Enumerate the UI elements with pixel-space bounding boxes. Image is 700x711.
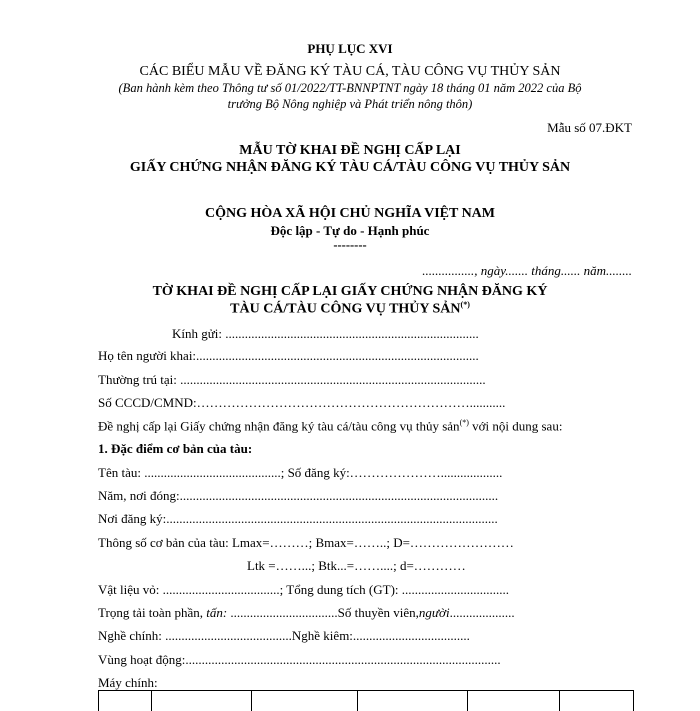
- residence-field[interactable]: Thường trú tại: ..............................................................................................: [98, 372, 486, 387]
- table-column-divider: [559, 691, 560, 711]
- table-column-divider: [151, 691, 152, 711]
- date-line: ................, ngày....... tháng...... năm........: [422, 263, 632, 278]
- table-column-divider: [357, 691, 358, 711]
- form-code: Mẫu số 07.ĐKT: [547, 120, 632, 135]
- dimensions-field-1[interactable]: Thông số cơ bản của tàu: Lmax=………; Bmax=……..; D=……………………: [98, 535, 514, 550]
- issuance-note-line2: trưởng Bộ Nông nghiệp và Phát triển nông thôn): [227, 97, 473, 111]
- section1-heading: 1. Đặc điểm cơ bản của tàu:: [98, 441, 253, 456]
- recipient-field[interactable]: Kính gửi: ..............................................................................: [172, 326, 479, 341]
- declarant-name-field[interactable]: Họ tên người khai:.......................................................................................: [98, 348, 479, 363]
- country-name: CỘNG HÒA XÃ HỘI CHỦ NGHĨA VIỆT NAM: [204, 206, 495, 221]
- form-title-line1: MẪU TỜ KHAI ĐỀ NGHỊ CẤP LẠI: [239, 143, 461, 158]
- ship-name-field[interactable]: Tên tàu: ..........................................; Số đăng ký:…………………...................: [98, 465, 503, 480]
- motto-divider: --------: [333, 238, 367, 252]
- dimensions-field-2[interactable]: Ltk =……...; Btk...=……....; d=…………: [247, 558, 466, 573]
- fishing-job-field[interactable]: Nghề chính: .......................................Nghề kiêm:....................................: [98, 628, 470, 643]
- declaration-title-mark: (*): [460, 300, 470, 309]
- appendix-subtitle: CÁC BIỂU MẪU VỀ ĐĂNG KÝ TÀU CÁ, TÀU CÔNG VỤ THỦY SẢN: [139, 64, 561, 79]
- national-motto: Độc lập - Tự do - Hạnh phúc: [270, 223, 430, 238]
- id-number-field[interactable]: Số CCCD/CMND:………………………………………………………...........: [98, 395, 506, 410]
- engine-table: [98, 690, 634, 711]
- appendix-title: PHỤ LỤC XVI: [307, 41, 393, 56]
- operating-area-field[interactable]: Vùng hoạt động:.................................................................................................: [98, 652, 501, 667]
- issuance-note-line1: (Ban hành kèm theo Thông tư số 01/2022/TT-BNNPTNT ngày 18 tháng 01 năm 2022 của Bộ: [118, 81, 582, 95]
- request-statement: Đề nghị cấp lại Giấy chứng nhận đăng ký tàu cá/tàu công vụ thủy sản(*) với nội dung sau:: [98, 418, 563, 434]
- hull-material-field[interactable]: Vật liệu vỏ: ....................................; Tổng dung tích (GT): .................................: [98, 582, 510, 597]
- main-engine-label: Máy chính:: [98, 675, 158, 690]
- form-title-line2: GIẤY CHỨNG NHẬN ĐĂNG KÝ TÀU CÁ/TÀU CÔNG VỤ THỦY SẢN: [129, 160, 571, 175]
- declaration-title-line2: TÀU CÁ/TÀU CÔNG VỤ THỦY SẢN(*): [230, 300, 470, 317]
- declaration-title-line1: TỜ KHAI ĐỀ NGHỊ CẤP LẠI GIẤY CHỨNG NHẬN ĐĂNG KÝ: [152, 284, 548, 299]
- payload-field[interactable]: Trọng tải toàn phần, tấn: .................................Số thuyền viên,người....................: [98, 605, 515, 620]
- table-column-divider: [467, 691, 468, 711]
- registration-place-field[interactable]: Nơi đăng ký:......................................................................................................: [98, 511, 498, 526]
- build-info-field[interactable]: Năm, nơi đóng:..................................................................................................: [98, 488, 499, 503]
- table-column-divider: [251, 691, 252, 711]
- request-mark: (*): [459, 418, 469, 427]
